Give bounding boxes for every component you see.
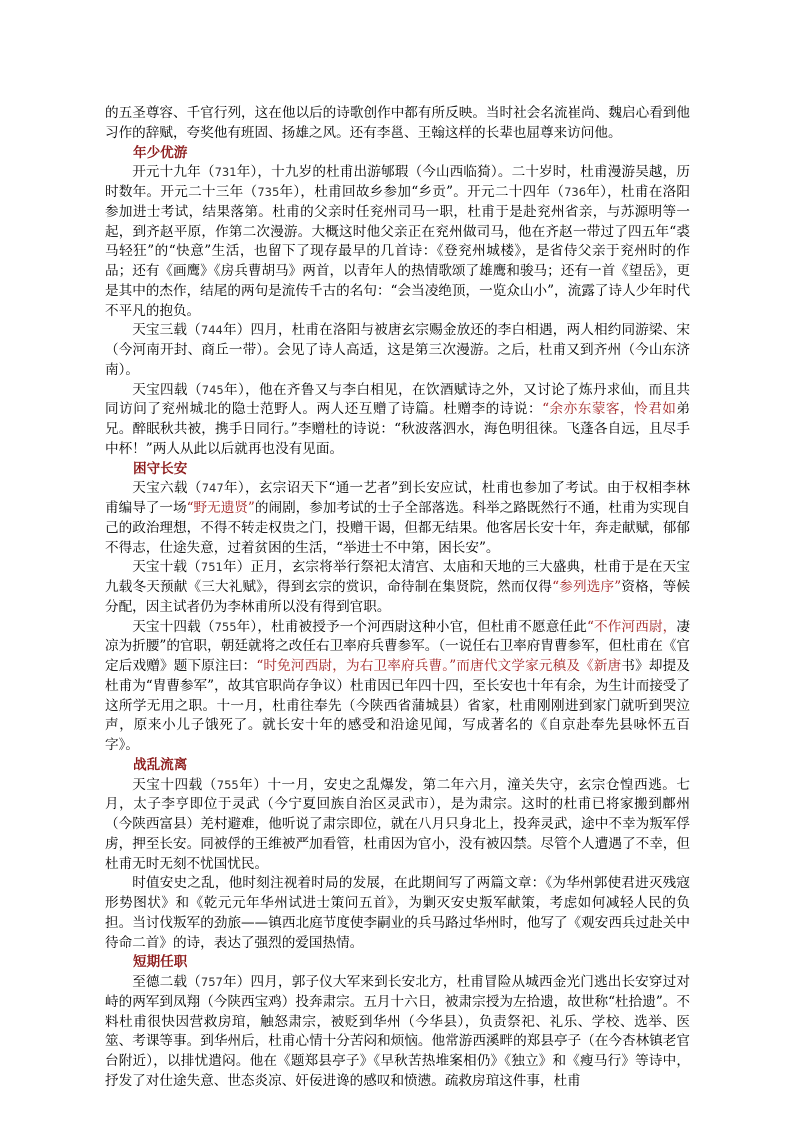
year-number: 731 (214, 165, 237, 180)
quoted-text: “余亦东蒙客，怜君如 (542, 401, 677, 418)
text-run: 凄凉为折腰”的官职，朝廷就将之改任右卫率府兵曹参军。（一说任右卫率府胄曹参军，但杜甫在《官定后戏赠》题下原注曰： (105, 618, 691, 674)
text-run: 天宝四载（ (132, 381, 202, 398)
paragraph (105, 558, 690, 617)
text-run: 年），玄宗诏天下“通一艺者”到长安应试，杜甫也参加了考试。由于权相李林甫编导了一场 (105, 480, 690, 516)
text-run: 年），他在齐鲁又与李白相见，在饮酒赋诗之外，又讨论了炼丹求仙，而且共同访问了兖州城北的隐士范野人。两人还互赠了诗篇。杜赠李的诗说： (105, 381, 691, 418)
text-run: 时值安史之乱，他时刻注视着时局的发展，在此期间写了两篇文章：《为华州郭使君进灭残寇形势图状》和《乾元元年华州试进士策问五首》，为剿灭安史叛军献策，考虑如何减轻人民的负担。当讨伐叛军的劲旅——镇西北庭节度使李嗣业的兵马路过华州时，他写了《观安西兵过赴关中待命二首》的诗，表达了强烈的爱国热情。 (105, 875, 690, 951)
year-number: 757 (200, 975, 223, 989)
section-heading: 战乱流离 (133, 756, 188, 773)
section-heading: 短期任职 (133, 954, 188, 971)
text-run: 天宝十载（ (132, 559, 201, 576)
paragraph (105, 618, 690, 756)
year-number: 745 (201, 382, 224, 397)
paragraph (105, 479, 690, 558)
paragraph (105, 381, 690, 460)
text-run: 弟兄。醉眠秋共被，携手日同行。”李赠杜的诗说：“秋波落泗水，海色明徂徕。飞蓬各自远，且尽手中杯！”两人从此以后就再也没有见面。 (105, 401, 690, 457)
year-number: 751 (200, 560, 223, 575)
quoted-text: “时免河西尉，为右卫率府兵曹。”而唐代文学家元稹及《新唐 (256, 658, 622, 674)
text-run: 天宝六载（ (132, 480, 202, 497)
text-run: 年）正月，玄宗将举行祭祀太清宫、太庙和天地的三大盛典，杜甫于是在天宝九载冬天预献《三大礼赋》，得到玄宗的赏识，命待制在集贤院，然而仅得 (105, 559, 691, 595)
text-run: 年）四月，杜甫在洛阳与被唐玄宗赐金放还的李白相遇，两人相约同游梁、宋（今河南开封、商丘一带）。会见了诗人高适，这是第三次漫游。之后，杜甫又到齐州（今山东济南）。 (105, 322, 691, 378)
section-heading: 困守长安 (133, 460, 188, 477)
text-run: 年）十一月，安史之乱爆发，第二年六月，潼关失守，玄宗仓惶西逃。七月，太子李亨即位于灵武（今宁夏回族自治区灵武市），是为肃宗。这时的杜甫已将家搬到鄜州（今陕西富县）羌村避难，他听说了肃宗即位，就在八月只身北上，投奔灵武，途中不幸为叛军俘虏，押至长安。同被俘的王维被严加看管，杜甫因为官小，没有被囚禁。尽管个人遭遇了不幸，但杜甫无时无刻不忧国忧民。 (105, 776, 690, 872)
text-run: 的闹剧，参加考试的士子全部落选。科举之路既然行不通，杜甫为实现自己的政治理想，不得不转走权贵之门，投赠干谒，但都无结果。他客居长安十年，奔走献赋，郁郁不得志，仕途失意，过着贫困的生活，“举进士不中第，困长安”。 (105, 500, 691, 556)
year-number: 735 (257, 185, 280, 199)
paragraph (105, 973, 690, 1092)
text-run: 年），杜甫回故乡参加“乡贡”。开元二十四年（ (279, 184, 565, 200)
paragraph (105, 163, 690, 321)
text-run: 书》却提及杜甫为“胄曹参军”，故其官职尚存争议）杜甫因已年四十四，至长安也十年有余，为生计而接受了这所学无用之职。十一月，杜甫往奉先（今陕西省蒲城县）省家，杜甫刚刚进到家门就听到哭泣声，原来小儿子饿死了。就长安十年的感受和沿途见闻，写成著名的《自京赴奉先县咏怀五百字》。 (105, 658, 690, 753)
section-heading: 年少优游 (133, 144, 188, 161)
paragraph (105, 776, 690, 875)
quoted-text: “参列选序” (552, 579, 622, 595)
quoted-text: “野无遗贤” (186, 500, 255, 516)
year-number: 755 (216, 777, 239, 792)
paragraph (105, 874, 690, 953)
text-run: 至德二载（ (132, 974, 201, 990)
text-run: 年），杜甫被授予一个河西尉这种小官，但杜甫不愿意任此 (236, 618, 587, 635)
year-number: 747 (201, 481, 224, 496)
year-number: 744 (200, 323, 223, 338)
paragraph (105, 321, 690, 380)
text-run: 年），杜甫在洛阳参加进士考试，结果落第。杜甫的父亲时任兖州司马一职，杜甫于是赴兖州省亲，与苏源明等一起，到齐赵平原，作第二次漫游。大概这时他父亲正在兖州做司马，他在齐赵一带过了四五年“裘马轻狂”的“快意”生活，也留下了现存最早的几首诗：《登兖州城楼》，是省侍父亲于兖州时的作品；还有《画鹰》《房兵曹胡马》两首，以青年人的热情歌颂了雄鹰和骏马；还有一首《望岳》，更是其中的杰作，结尾的两句是流传千古的名句：“会当凌绝顶，一览众山小”，流露了诗人少年时代不平凡的抱负。 (105, 184, 691, 319)
document-body (105, 104, 690, 1092)
quoted-text: “不作河西尉， (586, 618, 677, 635)
text-run: 天宝十四载（ (132, 618, 215, 635)
text-run: 的五圣尊容、千官行列，这在他以后的诗歌创作中都有所反映。当时社会名流崔尚、魏启心看到他习作的辞赋，夸奖他有班固、扬雄之风。还有李邕、王翰这样的长辈也屈尊来访问他。 (105, 105, 690, 141)
text-run: 天宝十四载（ (132, 776, 217, 793)
text-run: 开元十九年（ (132, 164, 215, 181)
year-number: 755 (214, 619, 237, 634)
text-run: 年）四月，郭子仪大军来到长安北方，杜甫冒险从城西金光门逃出长安穿过对峙的两军到凤翔（今陕西宝鸡）投奔肃宗。五月十六日，被肃宗授为左拾遗，故世称“杜拾遗”。不料杜甫很快因营救房琯，触怒肃宗，被贬到华州（今华县），负责祭祀、礼乐、学校、选举、医筮、考课等事。到华州后，杜甫心情十分苦闷和烦恼。他常游西溪畔的郑县亭子（在今杏林镇老官台附近），以排忧遣闷。他在《题郑县亭子》《早秋苦热堆案相仍》《独立》和《瘦马行》等诗中，抒发了对仕途失意、世态炎凉、奸佞进谗的感叹和愤懑。疏救房琯这件事，杜甫 (105, 974, 691, 1089)
text-run: 天宝三载（ (132, 322, 201, 339)
year-number: 736 (564, 185, 587, 199)
text-run: 年），十九岁的杜甫出游郇瑕（今山西临猗）。二十岁时，杜甫漫游吴越，历时数年。开元二十三年（ (105, 164, 690, 200)
paragraph (105, 104, 690, 144)
text-run: 资格，等候分配，因主试者仍为李林甫所以没有得到官职。 (105, 579, 691, 615)
